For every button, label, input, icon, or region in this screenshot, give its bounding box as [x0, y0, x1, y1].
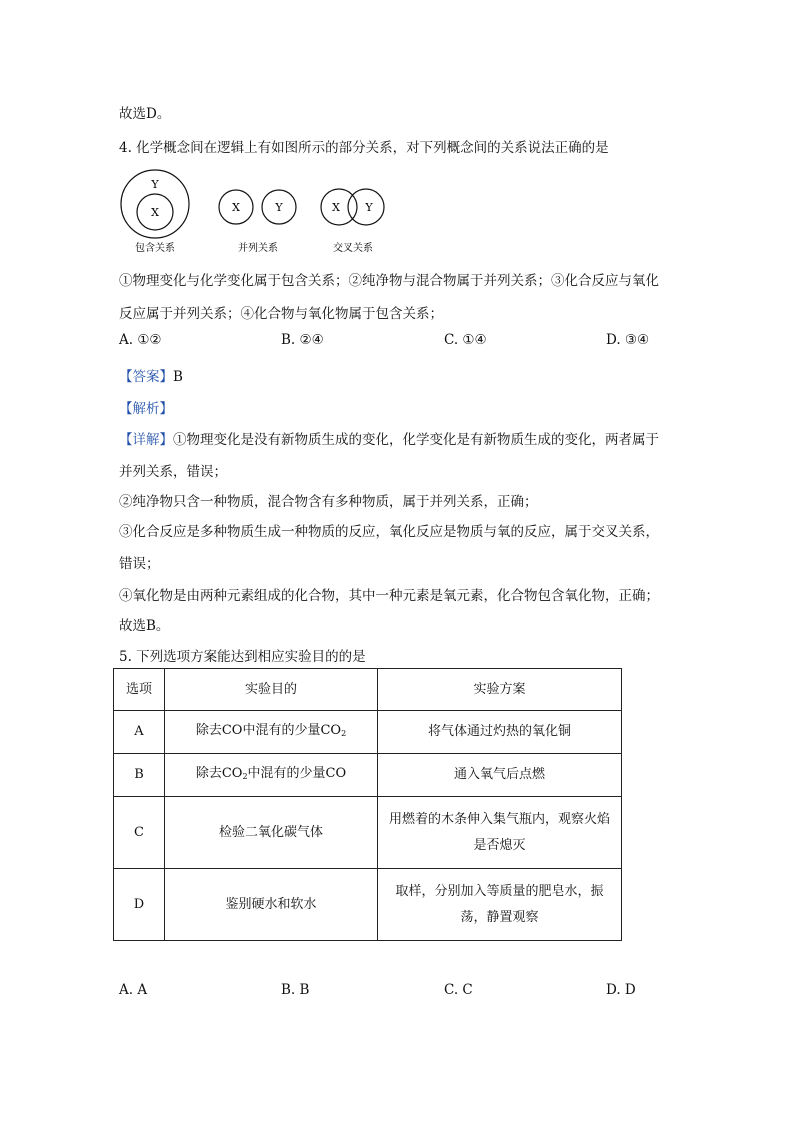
table-row: [114, 797, 622, 869]
analysis-tag: 【解析】: [119, 401, 173, 417]
contain-y-label: Y: [151, 178, 159, 191]
explanation-line-6: ④氧化物是由两种元素组成的化合物，其中一种元素是氧元素，化合物包含氧化物，正确；: [119, 588, 659, 604]
row-goal: 检验二氧化碳气体: [165, 797, 378, 869]
explanation-line-7: 故选B。: [119, 618, 170, 634]
cross-caption: 交叉关系: [333, 243, 373, 254]
answer-line: [119, 365, 183, 385]
goal-subscript: 2: [242, 771, 248, 781]
row-option: C: [114, 797, 165, 869]
table-row: [114, 754, 622, 797]
table-row: [114, 869, 622, 941]
header-option: 选项: [114, 669, 165, 711]
row-goal: [165, 711, 378, 754]
relationship-diagrams-svg: [118, 164, 388, 259]
relationship-diagrams: [118, 164, 388, 259]
row-goal: [165, 754, 378, 797]
question-5-stem: 5. 下列选项方案能达到相应实验目的的是: [119, 649, 366, 665]
row-option: D: [114, 869, 165, 941]
question-4-stem: 4. 化学概念间在逻辑上有如图所示的部分关系，对下列概念间的关系说法正确的是: [119, 140, 609, 156]
explanation-text-1: ①物理变化是没有新物质生成的变化，化学变化是有新物质生成的变化，两者属于: [173, 432, 659, 448]
goal-text: 除去CO: [195, 765, 243, 781]
row-option: B: [114, 754, 165, 797]
contain-caption: 包含关系: [135, 243, 175, 254]
question-5-options: [119, 982, 679, 1002]
q4-option-b[interactable]: B. ②④: [281, 332, 324, 348]
q4-option-a[interactable]: A. ①②: [119, 332, 162, 348]
experiment-table: [113, 668, 622, 941]
contain-x-label: X: [151, 206, 159, 219]
q5-option-b[interactable]: B. B: [281, 982, 310, 998]
explanation-line-1: [119, 428, 659, 448]
q5-option-a[interactable]: A. A: [119, 982, 148, 998]
parallel-y-label: Y: [275, 201, 283, 214]
q4-option-c[interactable]: C. ①④: [444, 332, 487, 348]
question-4-options: [119, 332, 679, 352]
question-4-statements-line-1: ①物理变化与化学变化属于包含关系；②纯净物与混合物属于并列关系；③化合反应与氧化: [119, 273, 659, 289]
table-header-row: [114, 669, 622, 711]
row-plan: 用燃着的木条伸入集气瓶内，观察火焰是否熄灭: [378, 797, 622, 869]
row-option: A: [114, 711, 165, 754]
goal-subscript: 2: [341, 728, 347, 738]
header-goal: 实验目的: [165, 669, 378, 711]
previous-answer-conclusion: 故选D。: [119, 106, 171, 122]
row-plan: 将气体通过灼热的氧化铜: [378, 711, 622, 754]
cross-y-label: Y: [365, 201, 373, 214]
detail-tag: 【详解】: [119, 432, 173, 448]
q5-option-c[interactable]: C. C: [444, 982, 473, 998]
question-4-statements-line-2: 反应属于并列关系；④化合物与氧化物属于包含关系；: [119, 306, 443, 322]
row-plan: 取样，分别加入等质量的肥皂水，振荡，静置观察: [378, 869, 622, 941]
table-row: [114, 711, 622, 754]
explanation-line-5: 错误；: [119, 556, 160, 572]
q4-option-d[interactable]: D. ③④: [606, 332, 650, 348]
cross-diagram: [321, 189, 384, 225]
goal-suffix: 中混有的少量CO: [247, 765, 347, 781]
parallel-diagram: [219, 190, 296, 224]
explanation-line-4: ③化合反应是多种物质生成一种物质的反应，氧化反应是物质与氧的反应，属于交叉关系，: [119, 524, 659, 540]
explanation-line-2: 并列关系，错误；: [119, 464, 227, 480]
row-goal: 鉴别硬水和软水: [165, 869, 378, 941]
explanation-line-3: ②纯净物只含一种物质，混合物含有多种物质，属于并列关系，正确；: [119, 494, 538, 510]
answer-tag: 【答案】: [119, 369, 173, 385]
cross-x-label: X: [332, 201, 340, 214]
row-plan: 通入氧气后点燃: [378, 754, 622, 797]
parallel-x-label: X: [232, 201, 240, 214]
goal-text: 除去CO中混有的少量CO: [195, 722, 342, 738]
parallel-caption: 并列关系: [238, 243, 278, 254]
q5-option-d[interactable]: D. D: [606, 982, 636, 998]
header-plan: 实验方案: [378, 669, 622, 711]
answer-value: B: [173, 369, 183, 385]
